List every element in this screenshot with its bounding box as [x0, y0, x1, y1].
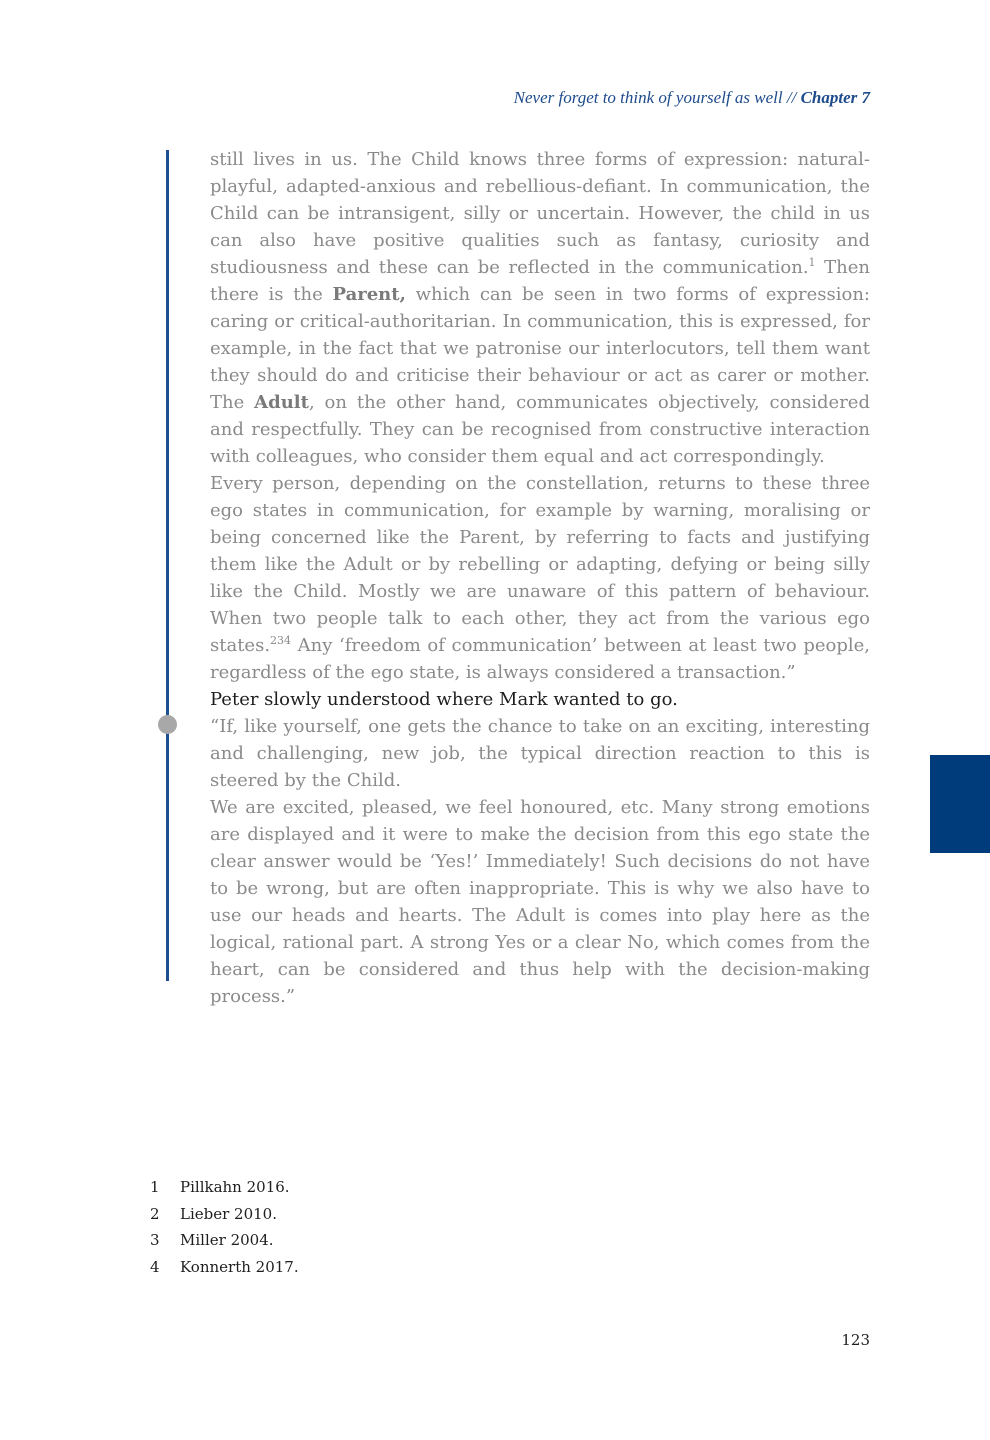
quote-side-rule	[166, 150, 169, 981]
footnote-number: 3	[150, 1231, 160, 1249]
page-number: 123	[841, 1331, 870, 1349]
footnote-text: Pillkahn 2016.	[180, 1178, 290, 1196]
term-parent: Parent,	[332, 284, 406, 305]
footnote-number: 4	[150, 1257, 160, 1276]
running-header	[514, 88, 870, 108]
footnote	[150, 1201, 650, 1228]
paragraph-5: We are excited, pleased, we feel honoured, etc. Many strong emotions are displayed and it were to make the decision from this ego state the clear answer would be ‘Yes!’ Immediately! Such decisions do not have to be wrong, but are often inappropriate. This is why we also have to use our heads and hearts. The Adult is comes into play here as the logical, rational part. A strong Yes or a clear No, which comes from the heart, can be considered and thus help with the decision-making process.”	[210, 797, 870, 1007]
main-text	[210, 146, 870, 1010]
paragraph-1-part-4: , on the other hand, communicates objectively, considered and respectfully. They can be recognised from constructive interaction with colleagues, who consider them equal and act correspondingly.	[210, 392, 870, 467]
footnote-ref-234: 234	[270, 634, 292, 647]
paragraph-2-part-2: Any ‘freedom of communication’ between at least two people, regardless of the ego state, is always considered a transaction.”	[210, 635, 870, 683]
chapter-thumb-tab	[930, 755, 990, 853]
footnote-text: Lieber 2010.	[180, 1204, 277, 1223]
footnote-number: 2	[150, 1204, 160, 1223]
footnote-ref-1: 1	[808, 256, 816, 269]
paragraph-1	[210, 146, 870, 470]
header-title: Never forget to think of yourself as well //	[513, 88, 797, 107]
footnote-text: Konnerth 2017.	[180, 1257, 299, 1276]
paragraph-4: “If, like yourself, one gets the chance to take on an exciting, interesting and challenging, new job, the typical direction reaction to this is steered by the Child.	[210, 716, 870, 791]
paragraph-2-part-1: Every person, depending on the constellation, returns to these three ego states in communication, for example by warning, moralising or being concerned like the Parent, by referring to facts and justifying them like the Adult or by rebelling or adapting, defying or being silly like the Child. Mostly we are unaware of this pattern of behaviour. When two people talk to each other, they act from the various ego states.	[210, 473, 870, 656]
paragraph-1-part-1: still lives in us. The Child knows three forms of expression: natural-playful, adapted-anxious and rebellious-defiant. In communication, the Child can be intransigent, silly or uncertain. However, the child in us can also have positive qualities such as fantasy, curiosity and studiousness and these can be reflected in the communication.	[210, 149, 870, 278]
paragraph-1-part-3: which can be seen in two forms of expression: caring or critical-authoritarian. In communication, this is expressed, for example, in the fact that we patronise our interlocutors, tell them want they should do and criticise their behaviour or act as carer or mother. The	[210, 284, 871, 413]
footnote	[150, 1227, 650, 1254]
header-chapter: Chapter 7	[800, 88, 870, 107]
paragraph-1-part-2: Then there is the	[210, 257, 870, 305]
term-adult: Adult	[254, 392, 309, 413]
footnote	[150, 1254, 650, 1281]
footnotes	[150, 1174, 650, 1280]
footnote	[150, 1174, 650, 1201]
footnote-number: 1	[150, 1178, 160, 1196]
paragraph-3: Peter slowly understood where Mark wanted to go.	[210, 689, 678, 710]
paragraph-2	[210, 470, 870, 686]
footnote-text: Miller 2004.	[180, 1231, 274, 1249]
quote-marker-dot	[158, 715, 177, 734]
